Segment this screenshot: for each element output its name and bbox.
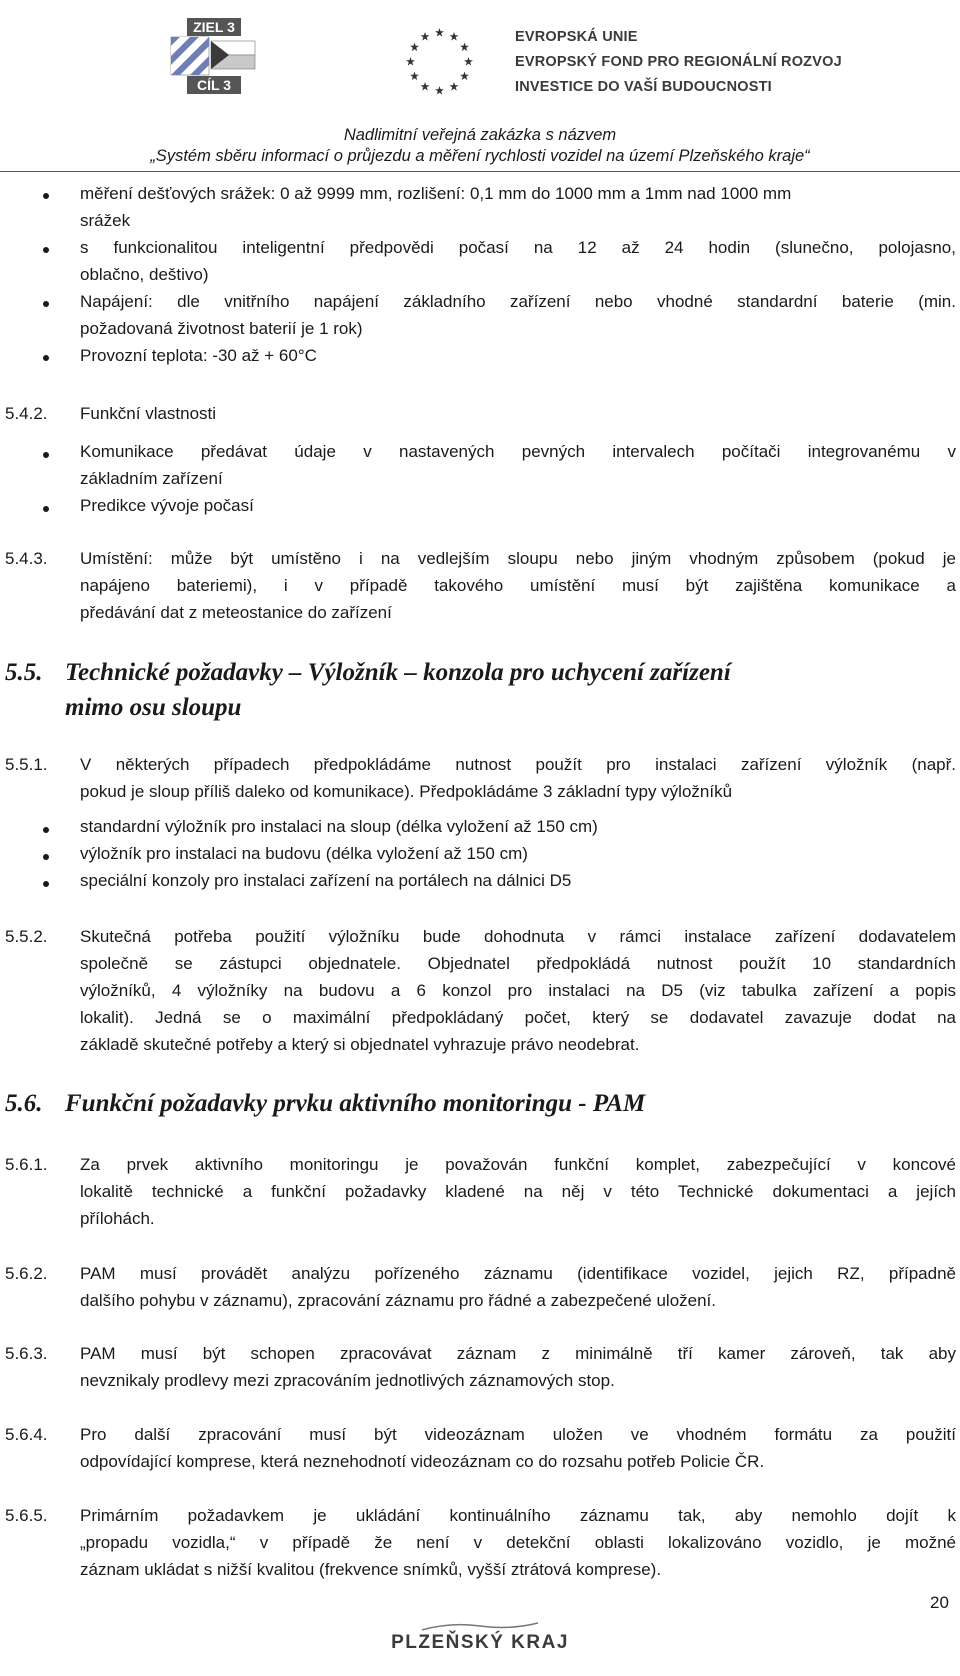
czech-flag-icon bbox=[211, 41, 255, 69]
list-item bbox=[80, 492, 956, 519]
list-item-line: Provozní teplota: -30 až + 60°C bbox=[80, 346, 317, 365]
page-header bbox=[0, 0, 960, 170]
list-item-line: standardní výložník pro instalaci na sloup (délka vyložení až 150 cm) bbox=[80, 817, 598, 836]
heading-5-6 bbox=[0, 1087, 960, 1123]
heading-number: 5.5. bbox=[5, 659, 43, 686]
bullet-icon bbox=[43, 301, 49, 307]
list-item-line: měření dešťových srážek: 0 až 9999 mm, rozlišení: 0,1 mm do 1000 mm a 1mm nad 1000 mm bbox=[80, 184, 792, 203]
list-item-line: Napájení: dle vnitřního napájení základního zařízení nebo vhodné standardní baterie (min. bbox=[80, 292, 956, 311]
section-number: 5.6.4. bbox=[5, 1425, 48, 1444]
list-item bbox=[80, 342, 956, 369]
bullet-icon bbox=[43, 506, 49, 512]
list-item-line: s funkcionalitou inteligentní předpovědi počasí na 12 až 24 hodin (slunečno, polojasno, bbox=[80, 238, 956, 257]
section-number: 5.6.2. bbox=[5, 1264, 48, 1283]
list-item bbox=[80, 840, 956, 867]
paragraph-line: Za prvek aktivního monitoringu je považován funkční komplet, zabezpečující v koncové bbox=[80, 1155, 956, 1174]
list-item-line: oblačno, deštivo) bbox=[80, 265, 209, 284]
paragraph bbox=[80, 1421, 956, 1475]
paragraph-line: předávání dat z meteostanice do zařízení bbox=[80, 603, 392, 622]
paragraph-line: dalšího pohybu v záznamu), zpracování záznamu pro řádné a zabezpečené uložení. bbox=[80, 1291, 717, 1310]
section-number: 5.6.3. bbox=[5, 1344, 48, 1363]
paragraph bbox=[80, 545, 956, 626]
list-item bbox=[80, 438, 956, 492]
list-item bbox=[80, 867, 956, 894]
bullet-icon bbox=[43, 452, 49, 458]
paragraph-line: „propadu vozidla,“ v případě že není v detekční oblasti lokalizováno vozidlo, je možné bbox=[80, 1533, 956, 1552]
heading-text: Technické požadavky – Výložník – konzola pro uchycení zařízení bbox=[65, 659, 731, 686]
section-number: 5.4.2. bbox=[5, 404, 48, 423]
paragraph-line: záznam ukládat s nižší kvalitou (frekvence snímků, vyšší ztrátová komprese). bbox=[80, 1560, 662, 1579]
page-number: 20 bbox=[930, 1593, 949, 1612]
bullet-icon bbox=[43, 247, 49, 253]
paragraph bbox=[80, 1151, 956, 1232]
header-divider bbox=[0, 171, 960, 172]
paragraph-line: napájeno bateriemi), i v případě takového umístění musí být zajištěna komunikace a bbox=[80, 576, 956, 595]
paragraph-line: Umístění: může být umístěno i na vedlejším sloupu nebo jiným vhodným způsobem (pokud je bbox=[80, 549, 956, 568]
heading-5-5 bbox=[0, 656, 960, 726]
paragraph-line: lokalitě technické a funkční požadavky kladené na něj v této Technické dokumentaci a jejích bbox=[80, 1182, 956, 1201]
tender-title-line: „Systém sběru informací o průjezdu a měření rychlosti vozidel na území Plzeňského kraje“ bbox=[150, 147, 810, 165]
section-number: 5.4.3. bbox=[5, 549, 48, 568]
heading-text: Funkční požadavky prvku aktivního monitoringu - PAM bbox=[65, 1090, 646, 1117]
list-item-line: srážek bbox=[80, 211, 131, 230]
tender-title bbox=[0, 125, 960, 167]
section-number: 5.6.1. bbox=[5, 1155, 48, 1174]
paragraph bbox=[80, 751, 956, 805]
section-number: 5.5.1. bbox=[5, 755, 48, 774]
list-item-line: základním zařízení bbox=[80, 469, 223, 488]
bullet-icon bbox=[43, 827, 49, 833]
list-item bbox=[80, 234, 956, 288]
bullet-icon bbox=[43, 193, 49, 199]
heading-text: mimo osu sloupu bbox=[65, 694, 242, 721]
bullet-icon bbox=[43, 355, 49, 361]
paragraph-line: V některých případech předpokládáme nutnost použít pro instalaci zařízení výložník (např. bbox=[80, 755, 956, 774]
paragraph-line: PAM musí být schopen zpracovávat záznam z minimálně tří kamer zároveň, tak aby bbox=[80, 1344, 956, 1363]
section-number: 5.6.5. bbox=[5, 1506, 48, 1525]
tender-title-line: Nadlimitní veřejná zakázka s názvem bbox=[343, 126, 617, 144]
ziel-label: ZIEL 3 bbox=[193, 19, 235, 35]
bullet-icon bbox=[43, 854, 49, 860]
paragraph-line: lokalit). Jedná se o maximální předpokládaný počet, který se dodavatel zavazuje dodat na bbox=[80, 1008, 956, 1027]
list-item-line: Komunikace předávat údaje v nastavených pevných intervalech počítači integrovanému v bbox=[80, 442, 956, 461]
paragraph-line: nevznikaly prodlevy mezi zpracováním jednotlivých záznamových stop. bbox=[80, 1371, 615, 1390]
paragraph-line: výložníků, 4 výložníky na budovu a 6 konzol pro instalaci na D5 (viz tabulka zařízení a popis bbox=[80, 981, 956, 1000]
list-item-line: Predikce vývoje počasí bbox=[80, 496, 254, 515]
list-item-line: speciální konzoly pro instalaci zařízení na portálech na dálnici D5 bbox=[80, 871, 572, 890]
list-item-line: požadovaná životnost baterií je 1 rok) bbox=[80, 319, 363, 338]
eu-funding-text bbox=[515, 25, 842, 100]
section-title-text: Funkční vlastnosti bbox=[80, 404, 217, 423]
paragraph-line: společně se zástupci objednatele. Objednatel předpokládá nutnost použít 10 standardních bbox=[80, 954, 956, 973]
cil-label: CÍL 3 bbox=[197, 77, 231, 93]
section-title bbox=[80, 400, 956, 427]
paragraph bbox=[80, 1340, 956, 1394]
eu-flag-icon bbox=[393, 20, 486, 98]
heading-number: 5.6. bbox=[5, 1090, 43, 1117]
paragraph-line: Pro další zpracování musí být videozáznam uložen ve vhodném formátu za použití bbox=[80, 1425, 956, 1444]
list-item-line: výložník pro instalaci na budovu (délka vyložení až 150 cm) bbox=[80, 844, 528, 863]
eu-line: EVROPSKÝ FOND PRO REGIONÁLNÍ ROZVOJ bbox=[515, 54, 842, 70]
paragraph-line: přílohách. bbox=[80, 1209, 155, 1228]
eu-line: INVESTICE DO VAŠÍ BUDOUCNOSTI bbox=[515, 79, 772, 95]
eu-line: EVROPSKÁ UNIE bbox=[515, 29, 638, 45]
paragraph-line: PAM musí provádět analýzu pořízeného záznamu (identifikace vozidel, jejich RZ, případně bbox=[80, 1264, 956, 1283]
paragraph-line: Skutečná potřeba použití výložníku bude dohodnuta v rámci instalace zařízení dodavatelem bbox=[80, 927, 956, 946]
footer-brand-logo bbox=[0, 1630, 960, 1654]
plzen-region-logo-icon bbox=[420, 1620, 540, 1632]
section-number: 5.5.2. bbox=[5, 927, 48, 946]
list-item bbox=[80, 180, 956, 234]
paragraph bbox=[80, 1260, 956, 1314]
paragraph-line: základě skutečné potřeby a který si objednatel vyhrazuje právo neodebrat. bbox=[80, 1035, 640, 1054]
paragraph bbox=[80, 1502, 956, 1583]
ziel3-logo bbox=[165, 15, 260, 97]
list-item bbox=[80, 288, 956, 342]
bavaria-flag-icon bbox=[171, 37, 209, 75]
paragraph-line: odpovídající komprese, která neznehodnotí videozáznam co do rozsahu potřeb Policie ČR. bbox=[80, 1452, 765, 1471]
bullet-icon bbox=[43, 881, 49, 887]
footer-brand-text: PLZEŇSKÝ KRAJ bbox=[391, 1632, 569, 1653]
paragraph-line: Primárním požadavkem je ukládání kontinuálního záznamu tak, aby nemohlo dojít k bbox=[80, 1506, 956, 1525]
list-item bbox=[80, 813, 956, 840]
paragraph bbox=[80, 923, 956, 1058]
paragraph-line: pokud je sloup příliš daleko od komunikace). Předpokládáme 3 základní typy výložníků bbox=[80, 782, 733, 801]
